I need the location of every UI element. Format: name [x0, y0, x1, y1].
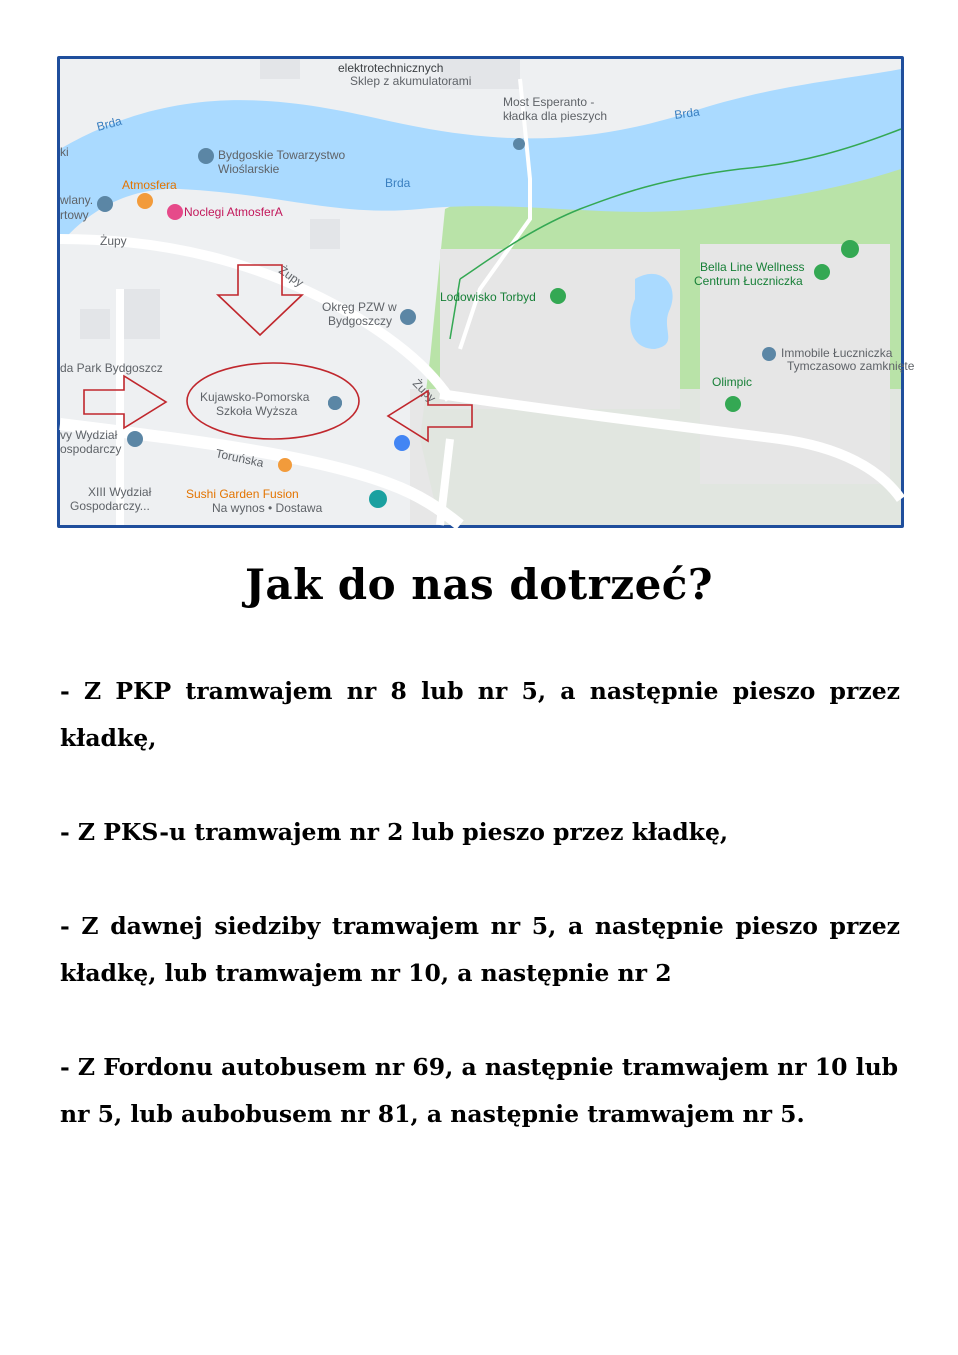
map-label-pzw-2: Bydgoszczy	[328, 314, 393, 328]
map-label-xiii-2: Gospodarczy...	[70, 499, 150, 513]
map-label-zupy-1: Żupy	[100, 234, 127, 248]
map-label-brda-3: Brda	[385, 176, 411, 190]
map-label-btw-1: Bydgoskie Towarzystwo	[218, 148, 346, 162]
map-label-olimpic: Olimpic	[712, 375, 753, 389]
map-label-kpsw-1: Kujawsko-Pomorska	[200, 390, 310, 404]
map-label-btw-2: Wioślarskie	[218, 162, 280, 176]
map-label-sklep: Sklep z akumulatorami	[350, 74, 472, 88]
map-label-most-2: kładka dla pieszych	[503, 109, 608, 123]
map-label-brda-1: Brda	[95, 113, 124, 134]
map-label-immobile: Immobile Łuczniczka	[781, 346, 893, 360]
map-graphic	[60, 59, 915, 525]
map-label-bella-1: Bella Line Wellness	[700, 260, 805, 274]
map-label-lodowisko: Lodowisko Torbyd	[440, 290, 536, 304]
map-label-brda-2: Brda	[673, 104, 701, 122]
direction-from-pks: - Z PKS-u tramwajem nr 2 lub pieszo przez kładkę,	[60, 818, 729, 846]
direction-from-old-seat: - Z dawnej siedziby tramwajem nr 5, a następnie pieszo przez kładkę, lub tramwajem nr 10, a następnie nr 2	[60, 912, 900, 987]
direction-from-fordon: - Z Fordonu autobusem nr 69, a następnie tramwajem nr 10 lub nr 5, lub aubobusem nr 81, a następnie tramwajem nr 5.	[60, 1053, 899, 1128]
map-label-elektro: elektrotechnicznych	[338, 61, 444, 75]
direction-from-pkp: - Z PKP tramwajem nr 8 lub nr 5, a następnie pieszo przez kładkę,	[60, 677, 900, 752]
map-label-zupy-2: Żupy	[276, 262, 307, 290]
map-label-torunska: Toruńska	[214, 446, 265, 471]
directions-list	[60, 668, 900, 1185]
map-label-park: da Park Bydgoszcz	[60, 361, 163, 375]
map-label-wydzial-2: ospodarczy	[60, 442, 122, 456]
map-label-ki: ki	[60, 145, 69, 159]
map-label-rtowy: rtowy	[60, 208, 89, 222]
map-label-noclegi: Noclegi AtmosferA	[184, 205, 283, 219]
map-label-nawynos: Na wynos • Dostawa	[212, 501, 323, 515]
map-label-xiii-1: XIII Wydział	[88, 485, 152, 499]
location-map	[57, 56, 915, 528]
map-label-bella-2: Centrum Łuczniczka	[694, 274, 803, 288]
map-label-wlany: wlany.	[60, 193, 94, 207]
map-label-kpsw-2: Szkoła Wyższa	[216, 404, 298, 418]
map-label-wydzial-1: vy Wydział	[60, 428, 118, 442]
map-label-pzw-1: Okręg PZW w	[322, 300, 397, 314]
map-label-sushi: Sushi Garden Fusion	[186, 487, 299, 501]
page-title: Jak do nas dotrzeć?	[245, 560, 713, 609]
map-label-tymczasowo: Tymczasowo zamknięte	[787, 359, 915, 373]
map-label-zupy-3: Żupy	[409, 376, 439, 405]
map-label-atmosfera: Atmosfera	[122, 178, 177, 192]
map-label-most-1: Most Esperanto -	[503, 95, 595, 109]
